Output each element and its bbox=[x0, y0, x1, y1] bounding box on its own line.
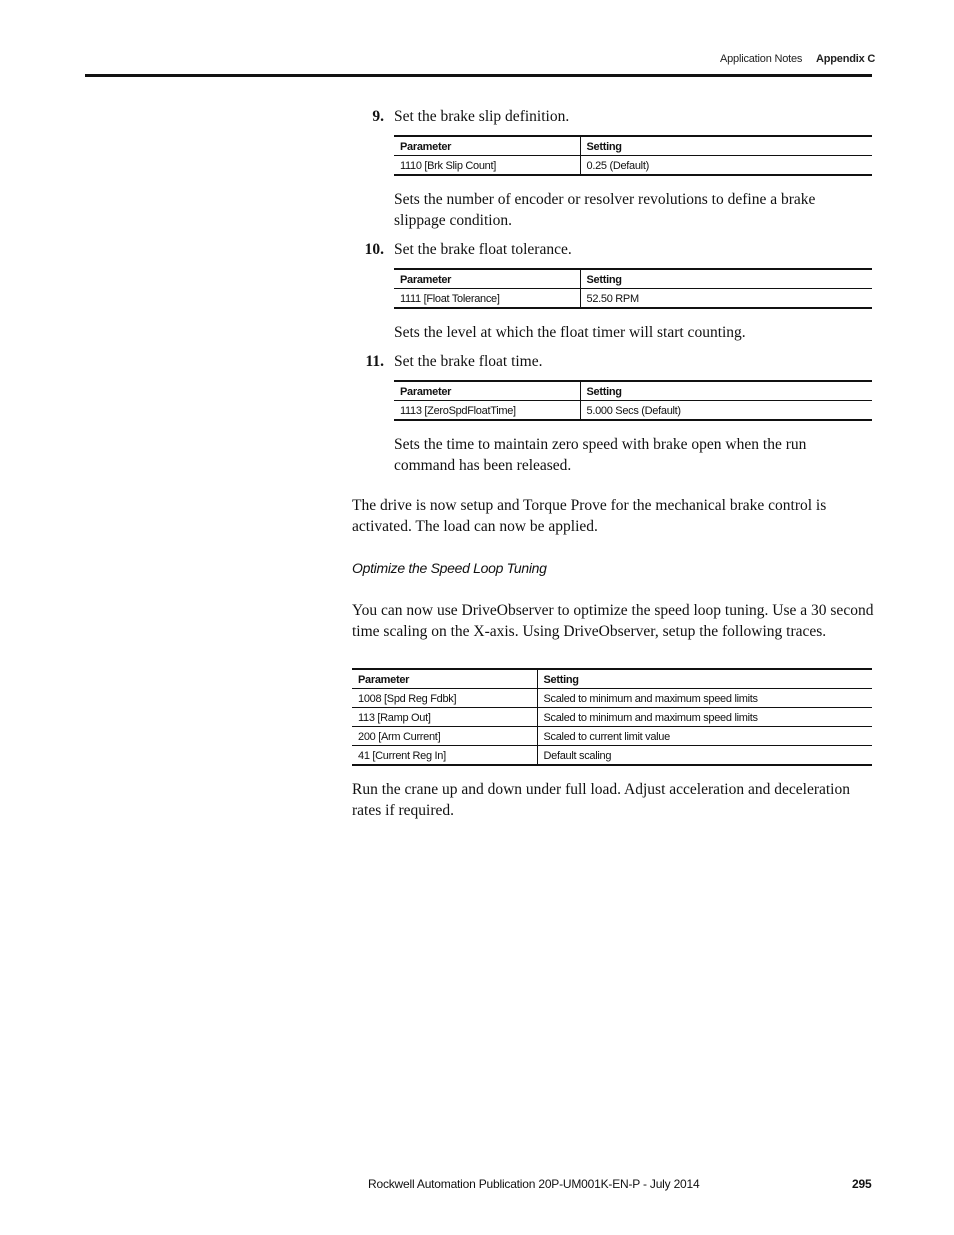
table-row bbox=[352, 689, 872, 708]
table-header-setting: Setting bbox=[580, 136, 872, 156]
table-cell-setting: 5.000 Secs (Default) bbox=[580, 401, 872, 421]
traces-table bbox=[352, 668, 872, 766]
float-tolerance-table bbox=[394, 268, 872, 309]
step-number: 11. bbox=[365, 353, 384, 370]
step-9-description: Sets the number of encoder or resolver revolutions to define a brake slippage condition. bbox=[394, 191, 816, 229]
summary-paragraph: The drive is now setup and Torque Prove for the mechanical brake control is activated. The load can now be applied. bbox=[352, 497, 827, 535]
tuning-paragraph: You can now use DriveObserver to optimize the speed loop tuning. Use a 30 second time scaling on the X-axis. Using DriveObserver, setup the following traces. bbox=[352, 602, 874, 640]
table-cell-setting: Scaled to current limit value bbox=[537, 727, 872, 746]
page-number: 295 bbox=[852, 1177, 872, 1191]
step-10-description: Sets the level at which the float timer will start counting. bbox=[394, 324, 746, 341]
table-header-setting: Setting bbox=[580, 381, 872, 401]
final-paragraph: Run the crane up and down under full load. Adjust acceleration and deceleration rates if required. bbox=[352, 781, 850, 819]
table-cell-parameter: 113 [Ramp Out] bbox=[352, 708, 537, 727]
table-row bbox=[394, 156, 872, 176]
table-cell-setting: 0.25 (Default) bbox=[580, 156, 872, 176]
table-header-setting: Setting bbox=[580, 269, 872, 289]
table-header-parameter: Parameter bbox=[394, 136, 580, 156]
table-header-parameter: Parameter bbox=[352, 669, 537, 689]
float-time-table bbox=[394, 380, 872, 421]
table-row bbox=[352, 708, 872, 727]
step-text: Set the brake float tolerance. bbox=[394, 241, 572, 258]
table-row bbox=[352, 746, 872, 766]
header-rule bbox=[85, 74, 872, 77]
step-text: Set the brake float time. bbox=[394, 353, 543, 370]
table-cell-parameter: 1110 [Brk Slip Count] bbox=[394, 156, 580, 176]
table-row bbox=[352, 727, 872, 746]
table-header-row bbox=[394, 136, 872, 156]
table-cell-parameter: 1113 [ZeroSpdFloatTime] bbox=[394, 401, 580, 421]
step-text: Set the brake slip definition. bbox=[394, 108, 570, 125]
section-subheading: Optimize the Speed Loop Tuning bbox=[352, 560, 547, 576]
header-appendix-label: Appendix C bbox=[816, 53, 876, 65]
table-header-setting: Setting bbox=[537, 669, 872, 689]
table-cell-parameter: 41 [Current Reg In] bbox=[352, 746, 537, 766]
table-header-row bbox=[352, 669, 872, 689]
table-header-row bbox=[394, 381, 872, 401]
step-number: 9. bbox=[372, 108, 384, 125]
footer-publication: Rockwell Automation Publication 20P-UM001K-EN-P - July 2014 bbox=[368, 1177, 700, 1191]
table-cell-setting: 52.50 RPM bbox=[580, 289, 872, 309]
table-cell-setting: Scaled to minimum and maximum speed limits bbox=[537, 689, 872, 708]
table-cell-setting: Default scaling bbox=[537, 746, 872, 766]
table-header-row bbox=[394, 269, 872, 289]
table-row bbox=[394, 289, 872, 309]
table-cell-parameter: 1008 [Spd Reg Fdbk] bbox=[352, 689, 537, 708]
table-cell-parameter: 1111 [Float Tolerance] bbox=[394, 289, 580, 309]
table-header-parameter: Parameter bbox=[394, 269, 580, 289]
header-section-title: Application Notes bbox=[720, 53, 803, 65]
table-header-parameter: Parameter bbox=[394, 381, 580, 401]
table-row bbox=[394, 401, 872, 421]
table-cell-setting: Scaled to minimum and maximum speed limits bbox=[537, 708, 872, 727]
step-number: 10. bbox=[364, 241, 384, 258]
table-cell-parameter: 200 [Arm Current] bbox=[352, 727, 537, 746]
brake-slip-table bbox=[394, 135, 872, 176]
step-11-description: Sets the time to maintain zero speed with brake open when the run command has been released. bbox=[394, 436, 807, 474]
